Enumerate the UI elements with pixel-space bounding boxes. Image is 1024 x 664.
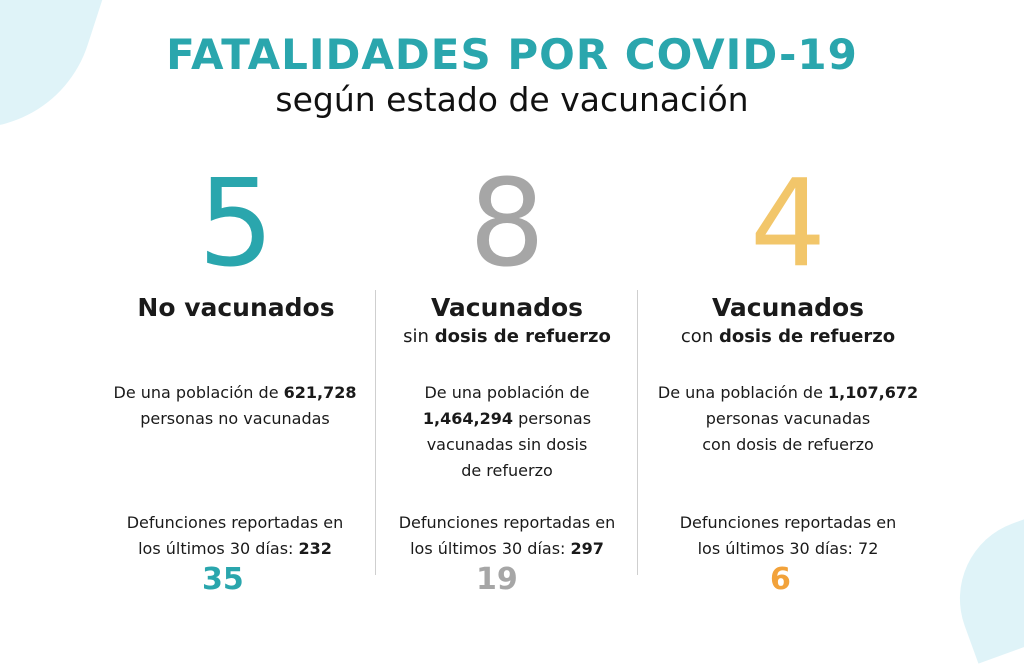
population-text: [100, 380, 370, 432]
column-subheading: [658, 325, 918, 349]
population-suffix-2: vacunadas sin dosis: [426, 435, 588, 454]
deaths-label: Defunciones reportadas en: [679, 513, 897, 532]
population-suffix-2: con dosis de refuerzo: [702, 435, 874, 454]
deaths-value: 232: [298, 539, 332, 558]
population-value: 1,107,672: [828, 383, 919, 402]
deaths-reported-text: [653, 510, 923, 562]
column-heading: Vacunados: [711, 293, 865, 322]
fatalities-number: 8: [468, 155, 546, 294]
population-text: [372, 380, 642, 484]
deaths-label: Defunciones reportadas en: [126, 513, 344, 532]
population-value: 621,728: [283, 383, 357, 402]
cut-off-number: 6: [770, 562, 791, 597]
fatalities-number: 5: [197, 155, 275, 294]
population-prefix: De una población de: [657, 383, 829, 402]
subheading-prefix: con: [680, 326, 719, 347]
deaths-value: 297: [570, 539, 604, 558]
population-suffix-3: de refuerzo: [461, 461, 553, 480]
subheading-prefix: sin: [403, 326, 435, 347]
column-vaccinated-no-booster: [377, 155, 637, 349]
population-value: 1,464,294: [422, 409, 513, 428]
deaths-label: Defunciones reportadas en: [398, 513, 616, 532]
deaths-period-label: los últimos 30 días:: [138, 539, 299, 558]
page-subtitle: según estado de vacunación: [275, 80, 749, 119]
column-vaccinated-booster: [658, 155, 918, 349]
deaths-period-label: los últimos 30 días:: [697, 539, 859, 558]
deaths-reported-text: [372, 510, 642, 562]
column-heading: No vacunados: [137, 293, 335, 322]
deaths-reported-text: [100, 510, 370, 562]
subheading-bold: dosis de refuerzo: [718, 326, 896, 347]
population-suffix: personas: [513, 409, 592, 428]
fatalities-number: 4: [749, 155, 827, 294]
population-text: [653, 380, 923, 458]
column-heading: Vacunados: [430, 293, 584, 322]
population-prefix: De una población de: [424, 383, 590, 402]
population-prefix: De una población de: [113, 383, 284, 402]
decorative-blob-bottom-right: [937, 506, 1024, 663]
page-title: FATALIDADES POR COVID-19: [166, 30, 858, 79]
cut-off-number: 35: [202, 562, 244, 597]
population-suffix: personas vacunadas: [705, 409, 871, 428]
column-unvaccinated: [106, 155, 366, 323]
deaths-value: 72: [858, 539, 879, 558]
cut-off-number: 19: [476, 562, 518, 597]
deaths-period-label: los últimos 30 días:: [410, 539, 571, 558]
subheading-bold: dosis de refuerzo: [434, 326, 611, 347]
population-suffix: personas no vacunadas: [140, 409, 330, 428]
column-subheading: [377, 325, 637, 349]
